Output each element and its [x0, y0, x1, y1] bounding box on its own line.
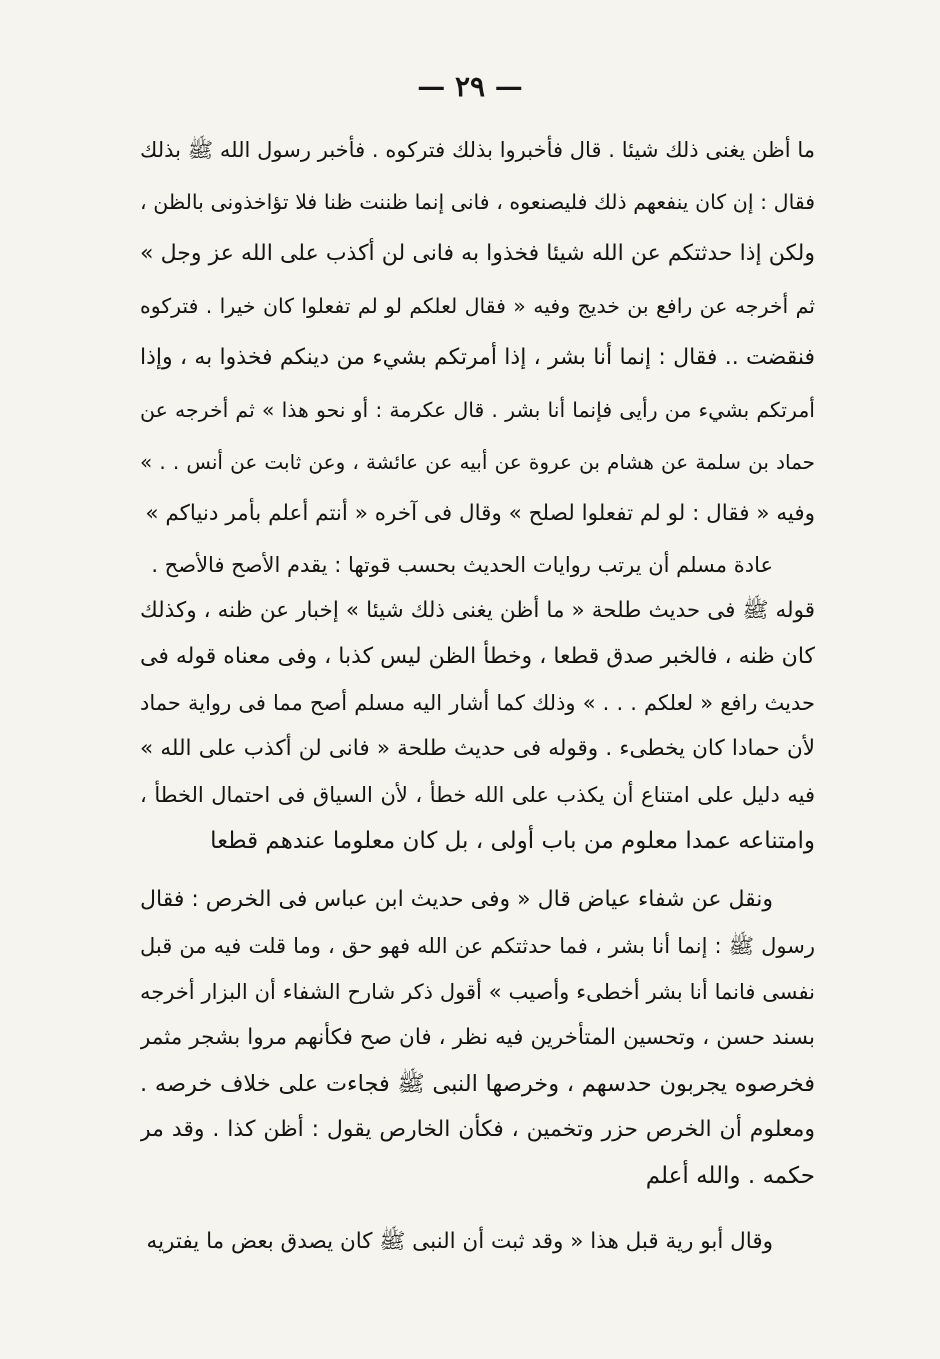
text-line: ما أظن يغنى ذلك شيئا . قال فأخبروا بذلك فتركوه . فأخبر رسول الله ﷺ بذلك: [140, 138, 815, 162]
text-line: ومعلوم أن الخرص حزر وتخمين ، فكأن الخارص يقول : أظن كذا . وقد مر: [140, 1117, 815, 1142]
text-line: وفيه « فقال : لو لم تفعلوا لصلح » وقال فى آخره « أنتم أعلم بأمر دنياكم »: [145, 501, 815, 526]
text-line: حديث رافع « لعلكم . . . » وذلك كما أشار اليه مسلم أصح مما فى رواية حماد: [140, 691, 815, 715]
text-line: فخرصوه يجربون حدسهم ، وخرصها النبى ﷺ فجاءت على خلاف خرصه .: [140, 1071, 815, 1097]
text-line: كان ظنه ، فالخبر صدق قطعا ، وخطأ الظن ليس كذبا ، وفى معناه قوله فى: [140, 644, 815, 669]
text-line: فقال : إن كان ينفعهم ذلك فليصنعوه ، فانى إنما ظننت ظنا فلا تؤاخذونى بالظن ،: [140, 190, 815, 214]
text-line: وقال أبو رية قبل هذا « وقد ثبت أن النبى ﷺ كان يصدق بعض ما يفتريه: [146, 1229, 773, 1254]
text-line: عادة مسلم أن يرتب روايات الحديث بحسب قوتها : يقدم الأصح فالأصح .: [151, 553, 773, 577]
text-line: حكمه . والله أعلم: [645, 1163, 815, 1189]
text-line: رسول ﷺ : إنما أنا بشر ، فما حدثتكم عن الله فهو حق ، وما قلت فيه من قبل: [140, 934, 815, 958]
text-line: حماد بن سلمة عن هشام بن عروة عن أبيه عن عائشة ، وعن ثابت عن أنس . . »: [140, 450, 815, 474]
text-line: نفسى فانما أنا بشر أخطىء وأصيب » أقول ذكر شارح الشفاء أن البزار أخرجه: [140, 980, 815, 1004]
text-line: فيه دليل على امتناع أن يكذب على الله خطأ ، لأن السياق فى احتمال الخطأ ،: [140, 783, 815, 807]
text-line: ولكن إذا حدثتكم عن الله شيئا فخذوا به فانى لن أكذب على الله عز وجل »: [140, 241, 815, 266]
text-line: أمرتكم بشيء من رأيى فإنما أنا بشر . قال عكرمة : أو نحو هذا » ثم أخرجه عن: [140, 398, 815, 422]
text-line: وامتناعه عمدا معلوم من باب أولى ، بل كان معلوما عندهم قطعا: [210, 828, 815, 854]
text-line: قوله ﷺ فى حديث طلحة « ما أظن يغنى ذلك شيئا » إخبار عن ظنه ، وكذلك: [140, 598, 815, 623]
text-line: ونقل عن شفاء عياض قال « وفى حديث ابن عباس فى الخرص : فقال: [140, 887, 773, 912]
text-line: ثم أخرجه عن رافع بن خديج وفيه « فقال لعلكم لو لم تفعلوا كان خيرا . فتركوه: [140, 294, 815, 318]
text-line: لأن حمادا كان يخطىء . وقوله فى حديث طلحة « فانى لن أكذب على الله »: [140, 736, 815, 761]
page-number: — ٢٩ —: [417, 70, 523, 103]
text-line: فنقضت .. فقال : إنما أنا بشر ، إذا أمرتكم بشيء من دينكم فخذوا به ، وإذا: [140, 345, 815, 370]
text-line: بسند حسن ، وتحسين المتأخرين فيه نظر ، فان صح فكأنهم مروا بشجر مثمر: [140, 1025, 815, 1050]
